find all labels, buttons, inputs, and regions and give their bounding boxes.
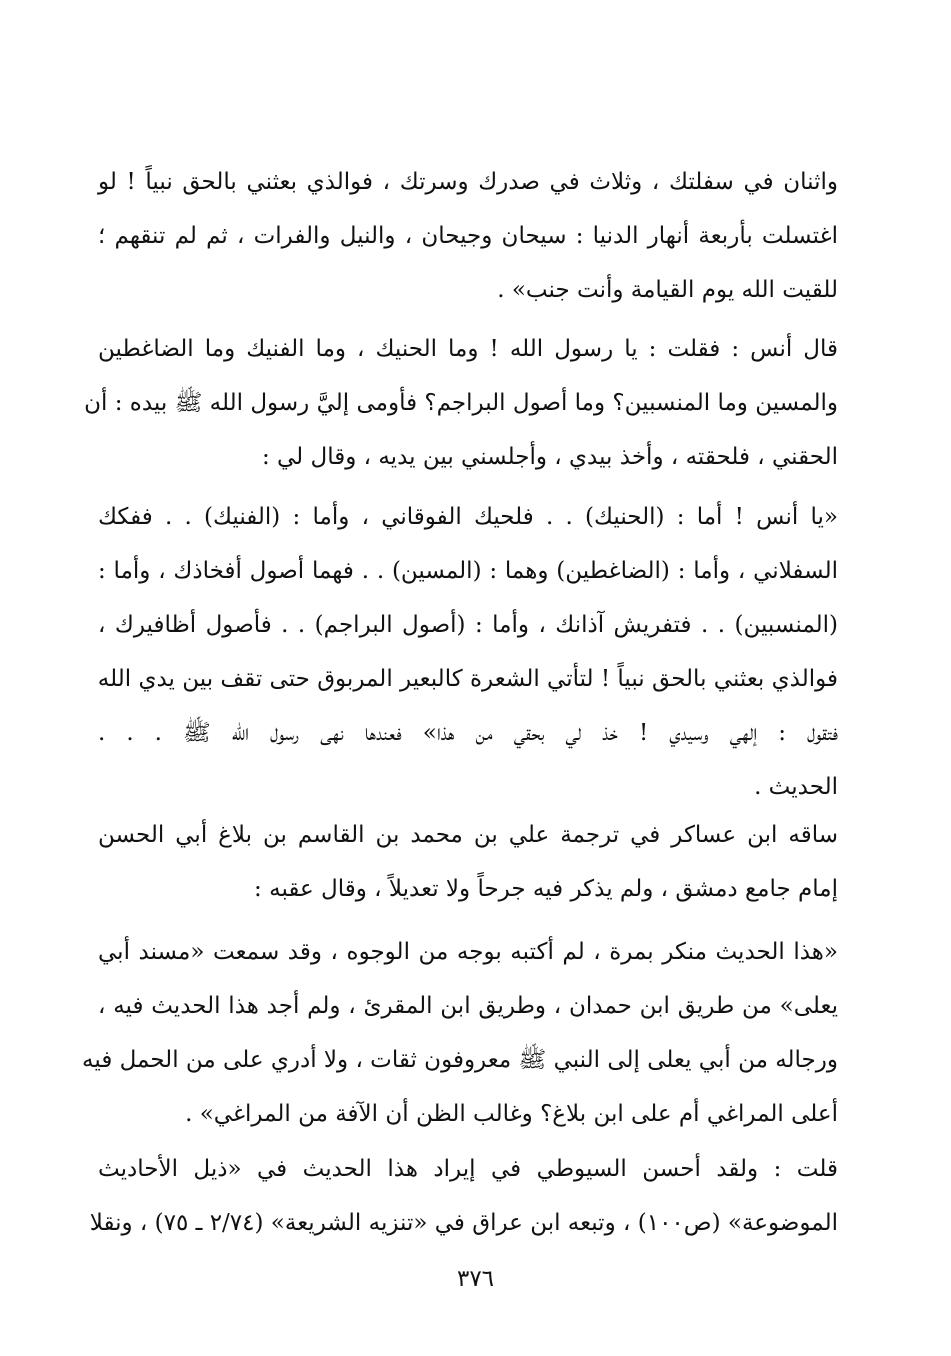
text-line: اغتسلت بأربعة أنهار الدنيا : سيحان وجيحان ، والنيل والفرات ، ثم لم تنقهم ؛ <box>98 223 838 249</box>
text-line: الموضوعة» (ص١٠٠) ، وتبعه ابن عراق في «تنزيه الشريعة» (٢/٧٤ ـ ٧٥) ، ونقلا <box>89 1210 838 1236</box>
paragraph-5 <box>82 925 838 1141</box>
text-line: والمسين وما المنسبين؟ وما أصول البراجم؟ فأومى إليَّ رسول الله ﷺ بيده : أن <box>84 390 838 416</box>
paragraph-2 <box>84 322 838 484</box>
text-line: الحديث . <box>754 774 838 800</box>
text-line: الحقني ، فلحقته ، وأخذ بيدي ، وأجلسني بين يديه ، وقال لي : <box>261 444 838 470</box>
text-line: واثنان في سفلتك ، وثلاث في صدرك وسرتك ، فوالذي بعثني بالحق نبياً ! لو <box>98 169 838 195</box>
paragraph-6 <box>89 1142 838 1250</box>
page-number: ٣٧٦ <box>456 1266 495 1292</box>
text-line: السفلاني ، وأما : (الضاغطين) وهما : (المسين) . . فهما أصول أفخاذك ، وأما : <box>98 558 838 584</box>
text-line: ورجاله من أبي يعلى إلى النبي ﷺ معروفون ثقات ، ولا أدري على من الحمل فيه <box>82 1047 838 1073</box>
paragraph-3 <box>98 490 838 814</box>
text-line: للقيت الله يوم القيامة وأنت جنب» . <box>497 277 838 303</box>
text-line: «هذا الحديث منكر بمرة ، لم أكتبه بوجه من الوجوه ، وقد سمعت «مسند أبي <box>98 939 838 965</box>
text-line: ساقه ابن عساكر في ترجمة علي بن محمد بن القاسم بن بلاغ أبي الحسن <box>98 822 838 848</box>
text-line: «يا أنس ! أما : (الحنيك) . . فلحيك الفوقاني ، وأما : (الفنيك) . . ففكك <box>98 504 838 530</box>
paragraph-1 <box>98 155 838 317</box>
text-line: قال أنس : فقلت : يا رسول الله ! وما الحنيك ، وما الفنيك وما الضاغطين <box>98 336 838 362</box>
text-line: فتقول : إلهي وسيدي ! خذ لي بحقي من هذا» فعندها نهى رسول الله ﷺ . . . <box>98 720 838 746</box>
text-line: (المنسبين) . . فتفريش آذانك ، وأما : (أصول البراجم) . . فأصول أظافيرك ، <box>98 612 838 638</box>
text-line: فوالذي بعثني بالحق نبياً ! لتأتي الشعرة كالبعير المربوق حتى تقف بين يدي الله <box>97 666 838 692</box>
text-line: يعلى» من طريق ابن حمدان ، وطريق ابن المقرئ ، ولم أجد هذا الحديث فيه ، <box>98 993 838 1019</box>
text-line: أعلى المراغي أم على ابن بلاغ؟ وغالب الظن أن الآفة من المراغي» . <box>185 1101 838 1127</box>
text-line: قلت : ولقد أحسن السيوطي في إيراد هذا الحديث في «ذيل الأحاديث <box>98 1156 838 1182</box>
paragraph-4 <box>98 808 838 916</box>
text-line: إمام جامع دمشق ، ولم يذكر فيه جرحاً ولا تعديلاً ، وقال عقبه : <box>254 876 838 902</box>
